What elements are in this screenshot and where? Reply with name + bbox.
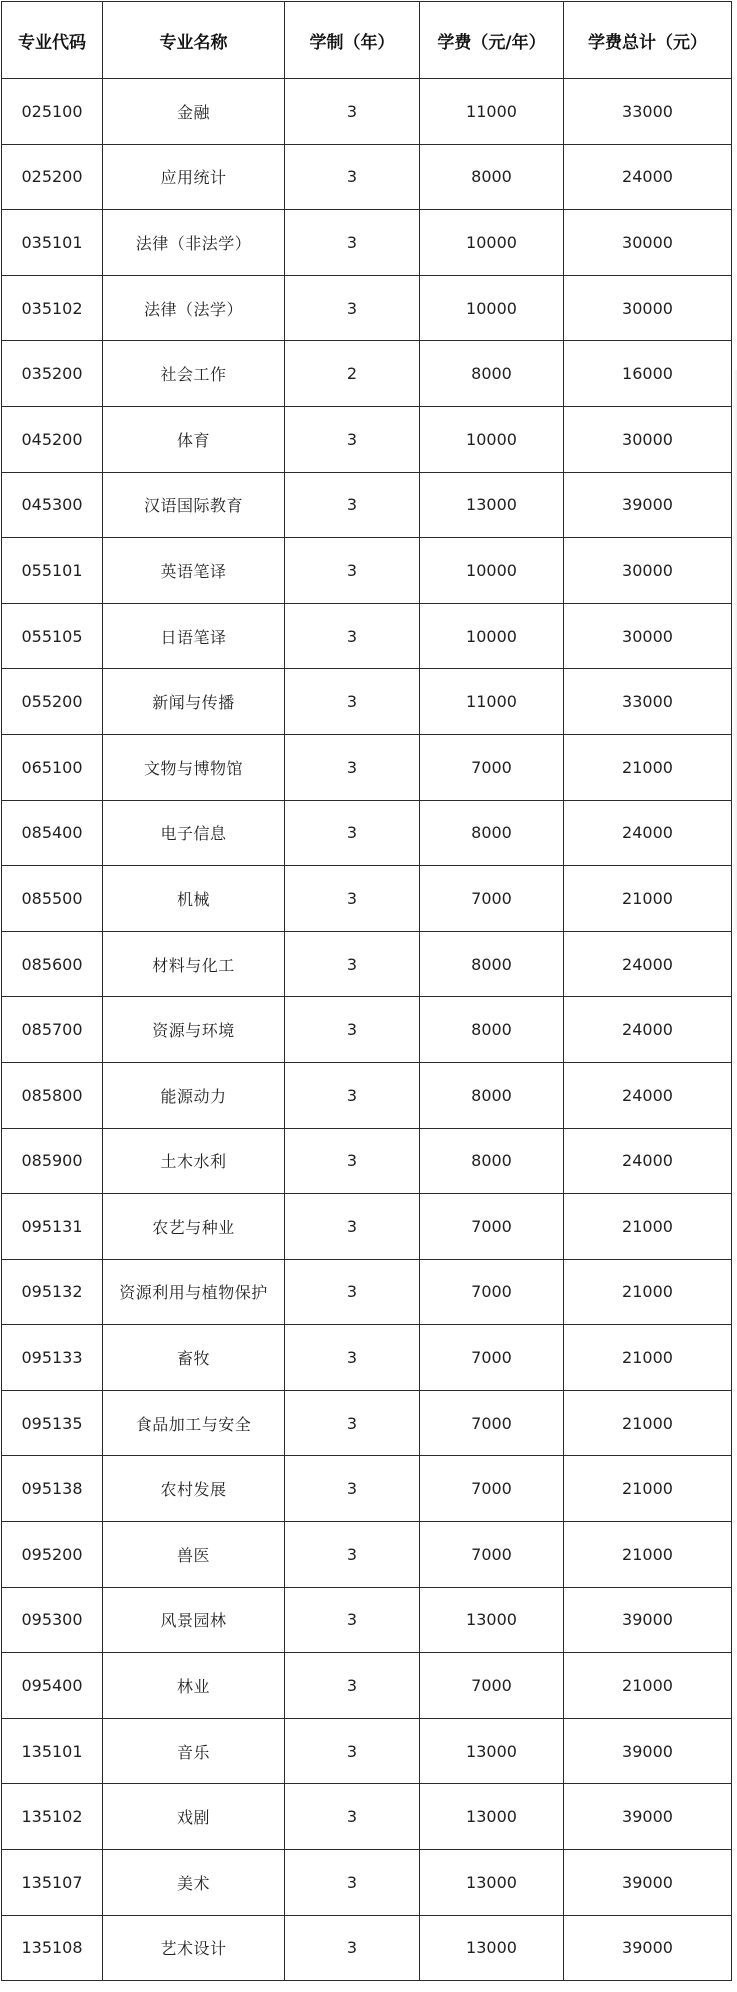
- cell-annual-fee: 13000: [420, 1915, 564, 1981]
- cell-major-name: 艺术设计: [103, 1915, 285, 1981]
- cell-annual-fee: 10000: [420, 210, 564, 276]
- cell-major-code: 055200: [2, 669, 103, 735]
- cell-duration: 3: [285, 538, 420, 604]
- cell-annual-fee: 8000: [420, 341, 564, 407]
- cell-annual-fee: 7000: [420, 1259, 564, 1325]
- cell-annual-fee: 13000: [420, 1587, 564, 1653]
- cell-major-code: 055101: [2, 538, 103, 604]
- table-row: [2, 866, 732, 932]
- cell-major-code: 095400: [2, 1653, 103, 1719]
- cell-major-code: 035102: [2, 275, 103, 341]
- cell-annual-fee: 13000: [420, 1784, 564, 1850]
- cell-annual-fee: 8000: [420, 997, 564, 1063]
- page-edge-shadow: [733, 370, 737, 930]
- table-row: [2, 1587, 732, 1653]
- header-duration: 学制（年）: [285, 2, 420, 79]
- cell-duration: 3: [285, 210, 420, 276]
- cell-major-name: 法律（法学）: [103, 275, 285, 341]
- tuition-fee-table: [1, 1, 732, 1981]
- cell-annual-fee: 10000: [420, 603, 564, 669]
- cell-annual-fee: 13000: [420, 1718, 564, 1784]
- cell-duration: 2: [285, 341, 420, 407]
- header-total-fee: 学费总计（元）: [564, 2, 732, 79]
- cell-major-name: 英语笔译: [103, 538, 285, 604]
- cell-total-fee: 30000: [564, 406, 732, 472]
- cell-major-code: 095138: [2, 1456, 103, 1522]
- cell-major-name: 风景园林: [103, 1587, 285, 1653]
- table-row: [2, 538, 732, 604]
- cell-duration: 3: [285, 800, 420, 866]
- cell-total-fee: 21000: [564, 1259, 732, 1325]
- table-row: [2, 1128, 732, 1194]
- cell-duration: 3: [285, 472, 420, 538]
- table-row: [2, 144, 732, 210]
- cell-major-code: 135101: [2, 1718, 103, 1784]
- table-row: [2, 1456, 732, 1522]
- cell-annual-fee: 11000: [420, 79, 564, 145]
- cell-major-name: 能源动力: [103, 1062, 285, 1128]
- cell-duration: 3: [285, 603, 420, 669]
- table-body: [2, 79, 732, 1981]
- cell-total-fee: 21000: [564, 1194, 732, 1260]
- cell-duration: 3: [285, 1850, 420, 1916]
- cell-major-code: 085500: [2, 866, 103, 932]
- table-row: [2, 1390, 732, 1456]
- table-row: [2, 1259, 732, 1325]
- table-row: [2, 1653, 732, 1719]
- cell-major-name: 社会工作: [103, 341, 285, 407]
- cell-major-code: 045200: [2, 406, 103, 472]
- cell-annual-fee: 8000: [420, 800, 564, 866]
- table-row: [2, 997, 732, 1063]
- cell-major-code: 095200: [2, 1522, 103, 1588]
- header-major-code: 专业代码: [2, 2, 103, 79]
- cell-major-name: 戏剧: [103, 1784, 285, 1850]
- cell-duration: 3: [285, 1587, 420, 1653]
- cell-annual-fee: 7000: [420, 1390, 564, 1456]
- cell-major-code: 085700: [2, 997, 103, 1063]
- cell-annual-fee: 8000: [420, 931, 564, 997]
- cell-major-code: 135107: [2, 1850, 103, 1916]
- cell-total-fee: 39000: [564, 1718, 732, 1784]
- cell-total-fee: 21000: [564, 866, 732, 932]
- cell-major-name: 农村发展: [103, 1456, 285, 1522]
- cell-annual-fee: 7000: [420, 866, 564, 932]
- cell-annual-fee: 11000: [420, 669, 564, 735]
- cell-total-fee: 30000: [564, 210, 732, 276]
- cell-annual-fee: 10000: [420, 275, 564, 341]
- header-major-name: 专业名称: [103, 2, 285, 79]
- cell-total-fee: 33000: [564, 669, 732, 735]
- cell-duration: 3: [285, 997, 420, 1063]
- table-row: [2, 1850, 732, 1916]
- cell-duration: 3: [285, 79, 420, 145]
- table-row: [2, 406, 732, 472]
- cell-major-name: 汉语国际教育: [103, 472, 285, 538]
- cell-total-fee: 39000: [564, 472, 732, 538]
- cell-major-code: 035200: [2, 341, 103, 407]
- cell-major-name: 畜牧: [103, 1325, 285, 1391]
- cell-major-name: 文物与博物馆: [103, 734, 285, 800]
- cell-major-name: 法律（非法学）: [103, 210, 285, 276]
- cell-major-name: 音乐: [103, 1718, 285, 1784]
- cell-duration: 3: [285, 1390, 420, 1456]
- cell-major-code: 045300: [2, 472, 103, 538]
- header-annual-fee: 学费（元/年）: [420, 2, 564, 79]
- cell-major-code: 035101: [2, 210, 103, 276]
- cell-total-fee: 21000: [564, 1522, 732, 1588]
- cell-major-name: 材料与化工: [103, 931, 285, 997]
- cell-major-code: 085600: [2, 931, 103, 997]
- table-row: [2, 669, 732, 735]
- table-row: [2, 1784, 732, 1850]
- cell-total-fee: 24000: [564, 997, 732, 1063]
- cell-major-code: 135108: [2, 1915, 103, 1981]
- cell-duration: 3: [285, 1325, 420, 1391]
- cell-annual-fee: 8000: [420, 144, 564, 210]
- cell-duration: 3: [285, 866, 420, 932]
- cell-major-name: 金融: [103, 79, 285, 145]
- table-row: [2, 1062, 732, 1128]
- cell-annual-fee: 7000: [420, 1456, 564, 1522]
- cell-major-code: 095131: [2, 1194, 103, 1260]
- cell-total-fee: 21000: [564, 1456, 732, 1522]
- cell-duration: 3: [285, 734, 420, 800]
- cell-total-fee: 21000: [564, 734, 732, 800]
- cell-major-name: 食品加工与安全: [103, 1390, 285, 1456]
- cell-annual-fee: 10000: [420, 406, 564, 472]
- cell-duration: 3: [285, 1456, 420, 1522]
- cell-major-code: 095300: [2, 1587, 103, 1653]
- cell-major-name: 农艺与种业: [103, 1194, 285, 1260]
- cell-major-name: 资源与环境: [103, 997, 285, 1063]
- cell-total-fee: 24000: [564, 800, 732, 866]
- cell-duration: 3: [285, 1653, 420, 1719]
- cell-major-code: 095135: [2, 1390, 103, 1456]
- cell-annual-fee: 13000: [420, 472, 564, 538]
- cell-major-code: 135102: [2, 1784, 103, 1850]
- table-row: [2, 800, 732, 866]
- cell-total-fee: 39000: [564, 1915, 732, 1981]
- cell-duration: 3: [285, 1128, 420, 1194]
- cell-major-code: 025100: [2, 79, 103, 145]
- cell-duration: 3: [285, 1915, 420, 1981]
- cell-total-fee: 24000: [564, 1128, 732, 1194]
- cell-major-name: 资源利用与植物保护: [103, 1259, 285, 1325]
- table-row: [2, 1522, 732, 1588]
- cell-total-fee: 33000: [564, 79, 732, 145]
- cell-total-fee: 24000: [564, 1062, 732, 1128]
- table-row: [2, 341, 732, 407]
- cell-total-fee: 39000: [564, 1784, 732, 1850]
- table-row: [2, 210, 732, 276]
- cell-annual-fee: 8000: [420, 1062, 564, 1128]
- table-row: [2, 1915, 732, 1981]
- cell-major-name: 应用统计: [103, 144, 285, 210]
- cell-total-fee: 24000: [564, 144, 732, 210]
- cell-total-fee: 21000: [564, 1390, 732, 1456]
- cell-major-code: 085400: [2, 800, 103, 866]
- header-row: [2, 2, 732, 79]
- cell-duration: 3: [285, 1784, 420, 1850]
- cell-duration: 3: [285, 275, 420, 341]
- table-row: [2, 79, 732, 145]
- cell-annual-fee: 7000: [420, 734, 564, 800]
- cell-major-name: 电子信息: [103, 800, 285, 866]
- cell-major-code: 065100: [2, 734, 103, 800]
- cell-total-fee: 24000: [564, 931, 732, 997]
- cell-major-code: 095132: [2, 1259, 103, 1325]
- table-row: [2, 472, 732, 538]
- cell-major-code: 025200: [2, 144, 103, 210]
- cell-annual-fee: 13000: [420, 1850, 564, 1916]
- cell-major-name: 新闻与传播: [103, 669, 285, 735]
- cell-annual-fee: 10000: [420, 538, 564, 604]
- table-row: [2, 931, 732, 997]
- cell-total-fee: 21000: [564, 1653, 732, 1719]
- cell-major-code: 055105: [2, 603, 103, 669]
- cell-duration: 3: [285, 1522, 420, 1588]
- cell-duration: 3: [285, 1062, 420, 1128]
- table-row: [2, 1194, 732, 1260]
- cell-total-fee: 39000: [564, 1587, 732, 1653]
- cell-duration: 3: [285, 406, 420, 472]
- cell-major-name: 林业: [103, 1653, 285, 1719]
- table-row: [2, 734, 732, 800]
- cell-major-name: 机械: [103, 866, 285, 932]
- cell-major-name: 日语笔译: [103, 603, 285, 669]
- cell-major-name: 体育: [103, 406, 285, 472]
- cell-annual-fee: 7000: [420, 1194, 564, 1260]
- cell-major-code: 085800: [2, 1062, 103, 1128]
- table-header: [2, 2, 732, 79]
- cell-duration: 3: [285, 669, 420, 735]
- table-row: [2, 1325, 732, 1391]
- cell-total-fee: 30000: [564, 275, 732, 341]
- cell-total-fee: 21000: [564, 1325, 732, 1391]
- cell-annual-fee: 7000: [420, 1522, 564, 1588]
- cell-major-name: 兽医: [103, 1522, 285, 1588]
- cell-duration: 3: [285, 1259, 420, 1325]
- cell-major-name: 美术: [103, 1850, 285, 1916]
- cell-annual-fee: 7000: [420, 1325, 564, 1391]
- cell-duration: 3: [285, 144, 420, 210]
- table-row: [2, 275, 732, 341]
- cell-total-fee: 16000: [564, 341, 732, 407]
- cell-duration: 3: [285, 1194, 420, 1260]
- cell-annual-fee: 7000: [420, 1653, 564, 1719]
- cell-total-fee: 30000: [564, 538, 732, 604]
- cell-annual-fee: 8000: [420, 1128, 564, 1194]
- cell-total-fee: 39000: [564, 1850, 732, 1916]
- table-row: [2, 603, 732, 669]
- cell-major-code: 095133: [2, 1325, 103, 1391]
- cell-duration: 3: [285, 931, 420, 997]
- cell-major-name: 土木水利: [103, 1128, 285, 1194]
- cell-duration: 3: [285, 1718, 420, 1784]
- cell-major-code: 085900: [2, 1128, 103, 1194]
- cell-total-fee: 30000: [564, 603, 732, 669]
- table-row: [2, 1718, 732, 1784]
